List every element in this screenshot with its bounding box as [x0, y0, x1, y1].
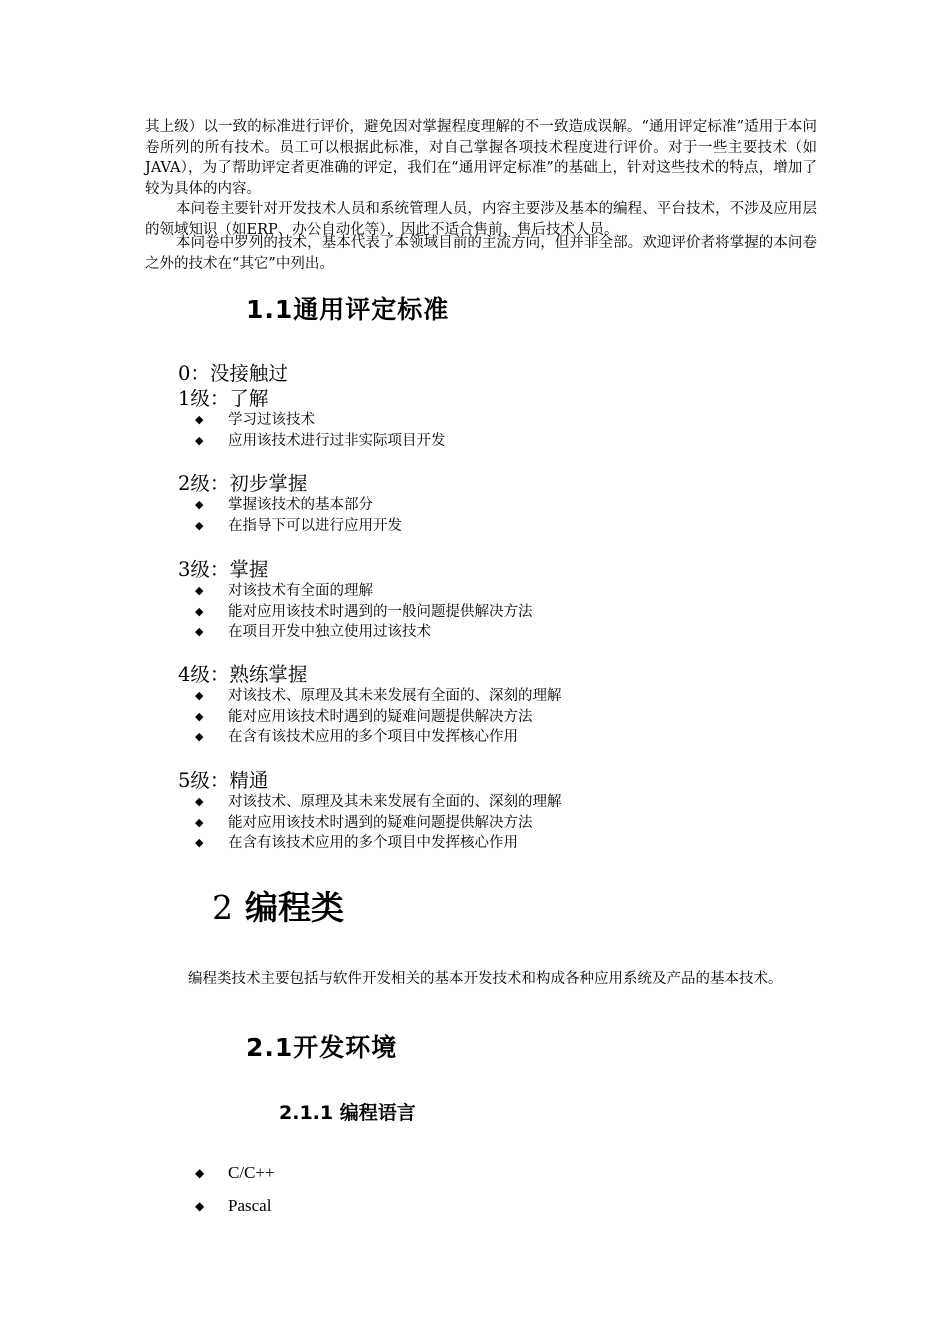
diamond-bullet-icon: ◆	[195, 836, 204, 849]
list-item: ◆ 掌握该技术的基本部分	[195, 495, 402, 516]
level-0-title: 0：没接触过	[178, 362, 288, 385]
list-item: ◆ C/C++	[195, 1156, 275, 1189]
language-list	[195, 1156, 275, 1222]
section-2-intro: 编程类技术主要包括与软件开发相关的基本开发技术和构成各种应用系统及产品的基本技术。	[188, 971, 783, 987]
list-item: ◆ 在指导下可以进行应用开发	[195, 516, 402, 537]
list-item: ◆ 在含有该技术应用的多个项目中发挥核心作用	[195, 727, 562, 748]
level-3-title: 3级：掌握	[178, 558, 269, 581]
level-5-list	[195, 792, 562, 854]
section-2-title: 编程类	[245, 888, 344, 927]
diamond-bullet-icon: ◆	[195, 795, 204, 808]
diamond-bullet-icon: ◆	[195, 498, 204, 511]
diamond-bullet-icon: ◆	[195, 730, 204, 743]
intro-paragraph-1: 其上级）以一致的标准进行评价，避免因对掌握程度理解的不一致造成误解。“通用评定标准”适用于本问卷所列的所有技术。员工可以根据此标准，对自己掌握各项技术程度进行评价。对于一些主要技术（如JAVA），为了帮助评定者更准确的评定，我们在“通用评定标准”的基础上，针对这些技术的特点，增加了较为具体的内容。	[145, 119, 817, 197]
diamond-bullet-icon: ◆	[195, 1166, 205, 1180]
list-item: ◆ 在项目开发中独立使用过该技术	[195, 622, 533, 643]
section-2-heading	[212, 882, 344, 929]
level-2-title: 2级：初步掌握	[178, 472, 308, 495]
list-item: ◆ 对该技术有全面的理解	[195, 581, 533, 602]
list-item: ◆ 对该技术、原理及其未来发展有全面的、深刻的理解	[195, 792, 562, 813]
level-5-title: 5级：精通	[178, 769, 269, 792]
section-2-1-1-heading: 2.1.1 编程语言	[279, 1102, 416, 1124]
level-4-title: 4级：熟练掌握	[178, 663, 308, 686]
level-3-list	[195, 581, 533, 643]
level-4-list	[195, 686, 562, 748]
diamond-bullet-icon: ◆	[195, 689, 204, 702]
section-2-1-heading: 2.1开发环境	[246, 1033, 398, 1062]
level-1-title: 1级：了解	[178, 387, 269, 410]
intro-paragraph-3: 本问卷中罗列的技术，基本代表了本领域目前的主流方向，但并非全部。欢迎评价者将掌握的本问卷之外的技术在“其它”中列出。	[145, 235, 817, 272]
diamond-bullet-icon: ◆	[195, 1199, 205, 1213]
list-item: ◆ 对该技术、原理及其未来发展有全面的、深刻的理解	[195, 686, 562, 707]
diamond-bullet-icon: ◆	[195, 709, 204, 723]
list-item: ◆ 应用该技术进行过非实际项目开发	[195, 431, 446, 452]
section-2-number: 2	[212, 888, 233, 927]
diamond-bullet-icon: ◆	[195, 413, 204, 426]
list-item: ◆ 能对应用该技术时遇到的一般问题提供解决方法	[195, 602, 533, 623]
list-item: ◆ 学习过该技术	[195, 410, 446, 431]
level-1-list	[195, 410, 446, 451]
diamond-bullet-icon: ◆	[195, 604, 204, 618]
list-item: ◆ 能对应用该技术时遇到的疑难问题提供解决方法	[195, 813, 562, 834]
intro-paragraph-2: 本问卷主要针对开发技术人员和系统管理人员，内容主要涉及基本的编程、平台技术，不涉及应用层的领域知识（如ERP、办公自动化等），因此不适合售前、售后技术人员。	[145, 201, 817, 238]
list-item: ◆ Pascal	[195, 1189, 275, 1222]
diamond-bullet-icon: ◆	[195, 518, 204, 532]
diamond-bullet-icon: ◆	[195, 433, 204, 447]
diamond-bullet-icon: ◆	[195, 625, 204, 638]
level-2-list	[195, 495, 402, 536]
diamond-bullet-icon: ◆	[195, 584, 204, 597]
list-item: ◆ 在含有该技术应用的多个项目中发挥核心作用	[195, 833, 562, 854]
diamond-bullet-icon: ◆	[195, 815, 204, 829]
list-item: ◆ 能对应用该技术时遇到的疑难问题提供解决方法	[195, 707, 562, 728]
section-1-1-heading: 1.1通用评定标准	[246, 295, 450, 324]
